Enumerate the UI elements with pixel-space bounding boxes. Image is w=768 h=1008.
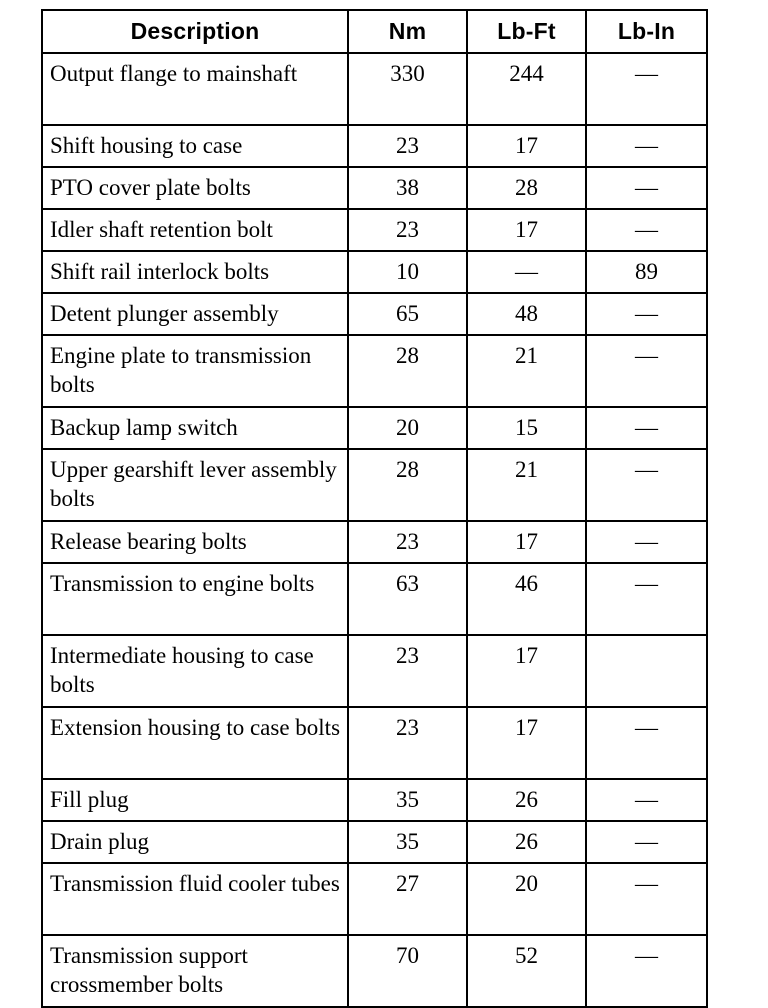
cell-lbft: 21 — [467, 449, 586, 521]
cell-lbft: 17 — [467, 125, 586, 167]
table-row — [42, 209, 707, 251]
table-row — [42, 53, 707, 125]
cell-description: Output flange to mainshaft — [42, 53, 348, 125]
cell-nm: 23 — [348, 707, 467, 779]
table-row — [42, 449, 707, 521]
cell-lbin — [586, 635, 707, 707]
cell-description: Transmission to engine bolts — [42, 563, 348, 635]
header-lbin: Lb-In — [586, 10, 707, 53]
cell-nm: 23 — [348, 521, 467, 563]
table-row — [42, 407, 707, 449]
table-header-row — [42, 10, 707, 53]
cell-nm: 20 — [348, 407, 467, 449]
cell-lbft: 52 — [467, 935, 586, 1007]
cell-nm: 28 — [348, 335, 467, 407]
cell-nm: 23 — [348, 125, 467, 167]
cell-lbin: — — [586, 53, 707, 125]
cell-lbin: — — [586, 449, 707, 521]
cell-lbft: 46 — [467, 563, 586, 635]
cell-description: Release bearing bolts — [42, 521, 348, 563]
cell-nm: 70 — [348, 935, 467, 1007]
cell-description: Drain plug — [42, 821, 348, 863]
cell-nm: 38 — [348, 167, 467, 209]
cell-lbin: — — [586, 521, 707, 563]
table-row — [42, 707, 707, 779]
cell-nm: 35 — [348, 779, 467, 821]
cell-nm: 28 — [348, 449, 467, 521]
cell-lbin: — — [586, 563, 707, 635]
table-row — [42, 521, 707, 563]
cell-lbft: 26 — [467, 779, 586, 821]
cell-lbft: 26 — [467, 821, 586, 863]
cell-description: Upper gearshift lever assembly bolts — [42, 449, 348, 521]
cell-description: Idler shaft retention bolt — [42, 209, 348, 251]
table-row — [42, 821, 707, 863]
cell-nm: 63 — [348, 563, 467, 635]
cell-lbin: 89 — [586, 251, 707, 293]
cell-description: Engine plate to transmission bolts — [42, 335, 348, 407]
cell-description: Fill plug — [42, 779, 348, 821]
table-row — [42, 335, 707, 407]
cell-lbin: — — [586, 293, 707, 335]
cell-nm: 27 — [348, 863, 467, 935]
cell-lbft: 244 — [467, 53, 586, 125]
cell-nm: 35 — [348, 821, 467, 863]
cell-lbft: 28 — [467, 167, 586, 209]
cell-lbft: 17 — [467, 521, 586, 563]
cell-nm: 330 — [348, 53, 467, 125]
cell-lbft: 17 — [467, 707, 586, 779]
cell-nm: 65 — [348, 293, 467, 335]
cell-lbin: — — [586, 209, 707, 251]
cell-description: PTO cover plate bolts — [42, 167, 348, 209]
cell-lbin: — — [586, 335, 707, 407]
cell-description: Transmission support crossmember bolts — [42, 935, 348, 1007]
header-lbft: Lb-Ft — [467, 10, 586, 53]
table-row — [42, 293, 707, 335]
cell-lbft: 20 — [467, 863, 586, 935]
cell-lbin: — — [586, 935, 707, 1007]
torque-spec-table — [41, 9, 708, 1008]
table-row — [42, 125, 707, 167]
header-nm: Nm — [348, 10, 467, 53]
cell-lbin: — — [586, 779, 707, 821]
cell-lbft: 48 — [467, 293, 586, 335]
header-description: Description — [42, 10, 348, 53]
table-row — [42, 167, 707, 209]
table-row — [42, 635, 707, 707]
cell-lbft: — — [467, 251, 586, 293]
cell-lbft: 17 — [467, 209, 586, 251]
cell-description: Intermediate housing to case bolts — [42, 635, 348, 707]
cell-lbin: — — [586, 863, 707, 935]
cell-lbin: — — [586, 707, 707, 779]
table-row — [42, 563, 707, 635]
cell-description: Extension housing to case bolts — [42, 707, 348, 779]
cell-lbin: — — [586, 167, 707, 209]
cell-lbft: 15 — [467, 407, 586, 449]
cell-lbft: 21 — [467, 335, 586, 407]
cell-nm: 23 — [348, 635, 467, 707]
table-row — [42, 935, 707, 1007]
cell-nm: 10 — [348, 251, 467, 293]
cell-description: Detent plunger assembly — [42, 293, 348, 335]
cell-description: Shift rail interlock bolts — [42, 251, 348, 293]
cell-description: Shift housing to case — [42, 125, 348, 167]
cell-lbft: 17 — [467, 635, 586, 707]
table-row — [42, 779, 707, 821]
cell-nm: 23 — [348, 209, 467, 251]
table-row — [42, 251, 707, 293]
cell-lbin: — — [586, 821, 707, 863]
cell-description: Transmission fluid cooler tubes — [42, 863, 348, 935]
cell-lbin: — — [586, 407, 707, 449]
cell-lbin: — — [586, 125, 707, 167]
table-row — [42, 863, 707, 935]
cell-description: Backup lamp switch — [42, 407, 348, 449]
